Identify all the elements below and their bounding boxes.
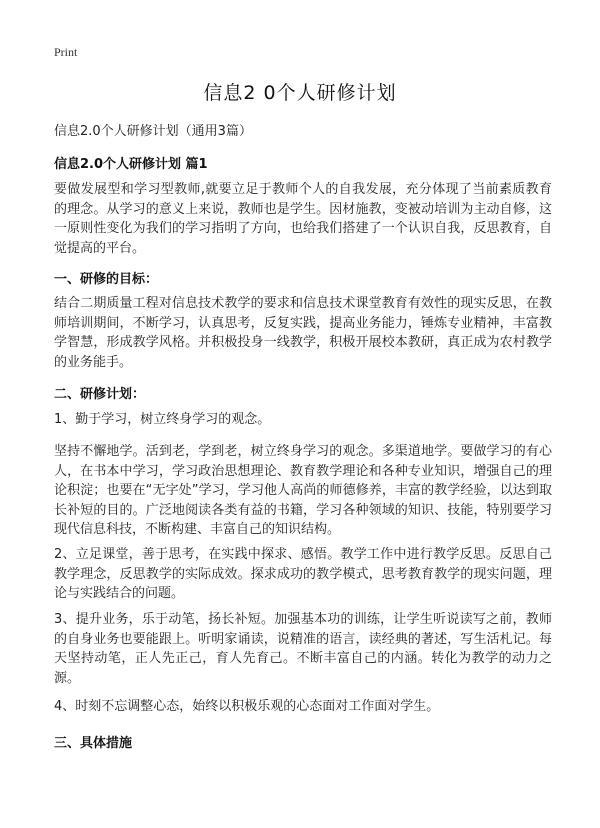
- section-heading-plan: 二、研修计划：: [54, 387, 146, 402]
- print-label: Print: [54, 45, 78, 59]
- part-heading: 信息2.0个人研修计划 篇1: [54, 157, 208, 172]
- plan-item-1-paragraph: 坚持不懈地学。活到老，学到老，树立终身学习的观念。多渠道地学。要做学习的有心人，在书本中学习，学习政治思想理论、教育教学理论和各种专业知识，增强自己的理论积淀；也要在“无字处”学习，学习他人高尚的师德修养，丰富的教学经验，以达到取长补短的目的。广泛地阅读各类有益的书籍，学习各种领域的知识、技能，特别要学习现代信息科技，不断构建、丰富自己的知识结构。: [54, 444, 552, 537]
- plan-item-2-paragraph: 2、立足课堂，善于思考，在实践中探求、感悟。教学工作中进行教学反思。反思自己教学理念，反思教学的实际成效。探求成功的教学模式，思考教育教学的现实问题，理论与实践结合的问题。: [54, 547, 552, 601]
- plan-item-4-paragraph: 4、时刻不忘调整心态，始终以积极乐观的心态面对工作面对学生。: [54, 699, 440, 714]
- document-title: 信息2 0个人研修计划: [203, 82, 397, 104]
- section-heading-measures: 三、具体措施: [54, 736, 133, 751]
- plan-item-3-paragraph: 3、提升业务，乐于动笔，扬长补短。加强基本功的训练，让学生听说读写之前，教师的自身业务也要能跟上。听明家诵读，说精准的语言，读经典的著述，写生活札记。每天坚持动笔，正人先正己，育人先育己。不断丰富自己的内涵。转化为教学的动力之源。: [54, 612, 552, 686]
- plan-item-1-title: 1、勤于学习，树立终身学习的观念。: [54, 412, 271, 427]
- document-subtitle: 信息2.0个人研修计划（通用3篇）: [54, 124, 252, 139]
- intro-paragraph: 要做发展型和学习型教师,就要立足于教师个人的自我发展，充分体现了当前素质教育的理念。从学习的意义上来说，教师也是学生。因材施教，变被动培训为主动自修，这一原则性变化为我们的学习指明了方向，也给我们搭建了一个认识自我，反思教育，自觉提高的平台。: [54, 182, 552, 256]
- goals-paragraph: 结合二期质量工程对信息技术教学的要求和信息技术课堂教育有效性的现实反思，在教师培训期间，不断学习，认真思考，反复实践，提高业务能力，锤炼专业精神，丰富教学智慧，形成教学风格。并积极投身一线教学，积极开展校本教研，真正成为农村教学的业务能手。: [54, 296, 552, 370]
- section-heading-goals: 一、研修的目标：: [54, 272, 159, 287]
